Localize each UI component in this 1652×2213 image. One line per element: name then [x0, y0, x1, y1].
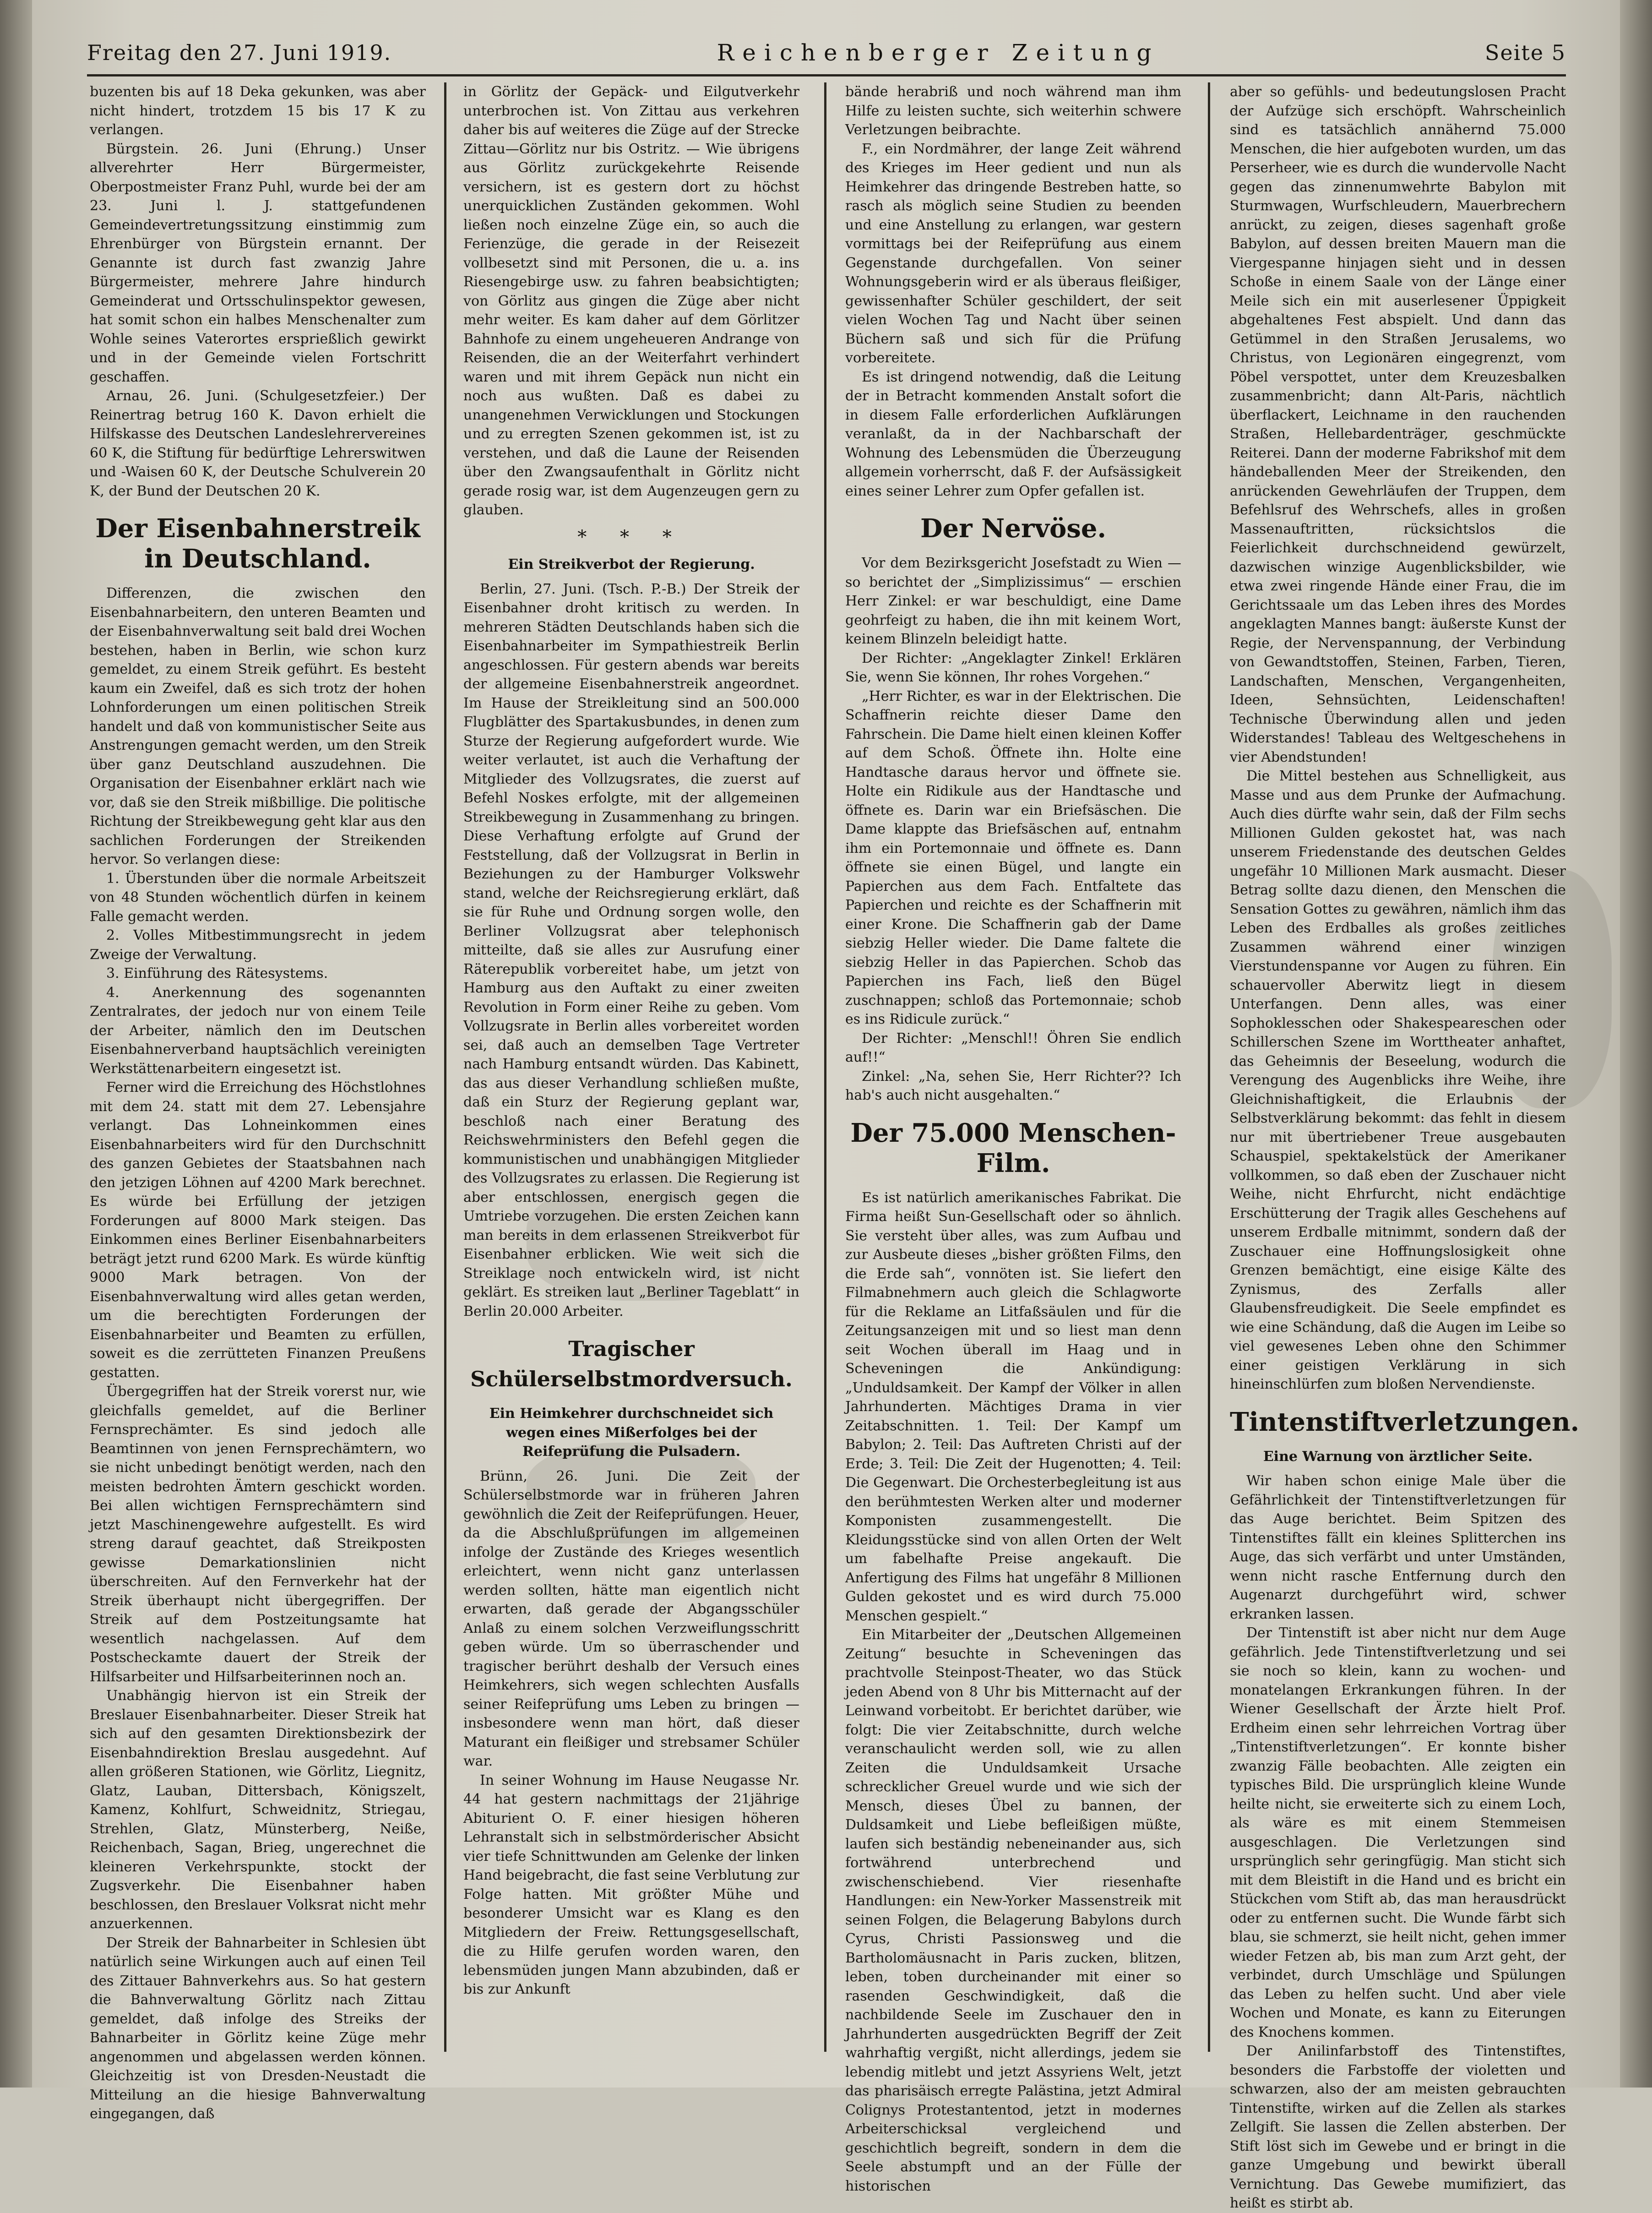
paragraph: 1. Überstunden über die normale Arbeitszeit von 48 Stunden wöchentlich dürfen in keinem Falle gemacht werden.	[90, 870, 426, 925]
title-line: in Deutschland.	[144, 544, 371, 574]
paragraph: Zinkel: „Na, sehen Sie, Herr Richter?? Ich hab's auch nicht ausgehalten.“	[845, 1068, 1181, 1103]
paragraph: Ferner wird die Erreichung des Höchstlohnes mit dem 24. statt mit dem 27. Lebensjahre verlangt. Das Lohneinkommen eines Eisenbahnarbeiters wird für den Durchschnitt des ganzen Gebietes der Staatsbahnen nach den jetzigen Löhnen auf 4200 Mark berechnet. Es würde bei Erfüllung der jetzigen Forderungen auf 8000 Mark steigen. Das Einkommen eines Berliner Eisenbahnarbeiters beträgt jetzt rund 6200 Mark. Es würde künftig 9000 Mark betragen. Von der Eisenbahnverwaltung wird alles getan werden, um die berechtigten Forderungen der Eisenbahnarbeiter und Beamten zu erfüllen, soweit es die zerrütteten Finanzen Preußens gestatten.	[90, 1079, 426, 1381]
header-page-label: Seite 5	[1484, 40, 1566, 65]
subheading: Ein Streikverbot der Regierung.	[508, 556, 755, 572]
header-rule	[87, 74, 1566, 76]
article-title-schuelerselbstmord: Tragischer Schülerselbstmordversuch.	[470, 1336, 793, 1391]
page-header	[87, 32, 1566, 73]
print-smudge	[527, 1182, 765, 1301]
column-2	[463, 82, 799, 2043]
header-date: Freitag den 27. Juni 1919.	[87, 40, 392, 65]
paragraph: Differenzen, die zwischen den Eisenbahnarbeitern, den unteren Beamten und der Eisenbahnverwaltung seit bald drei Wochen bestehen, haben in Berlin, wie schon kurz gemeldet, zu einem Streik geführt. Es besteht kaum ein Zweifel, daß es sich trotz der hohen Lohnforderungen um einen politischen Streik handelt und daß von kommunistischer Seite aus Anstrengungen gemacht werden, um den Streik über ganz Deutschland auszudehnen. Die Organisation der Eisenbahner erklärt nach wie vor, daß sie den Streik mißbillige. Die politische Richtung der Streikbewegung geht klar aus den sachlichen Forderungen der Streikenden hervor. So verlangen diese:	[90, 585, 426, 867]
print-smudge	[527, 1443, 755, 1543]
header-paper-name: Reichenberger Zeitung	[717, 39, 1160, 66]
print-smudge	[1493, 870, 1612, 1108]
subheading: Eine Warnung von ärztlicher Seite.	[1263, 1448, 1533, 1465]
scan-edge-right	[1620, 0, 1652, 2088]
paragraph: Vor dem Bezirksgericht Josefstadt zu Wien — so berichtet der „Simplizissimus“ — erschien Herr Zinkel: er war beschuldigt, eine Dame geohrfeigt zu haben, die ihn mit keinem Wort, keinem Blinzeln beleidigt hatte.	[845, 555, 1181, 647]
paragraph: 3. Einführung des Rätesystems.	[106, 965, 328, 981]
paragraph: Der Richter: „Angeklagter Zinkel! Erklären Sie, wenn Sie können, Ihr rohes Vorgehen.“	[845, 650, 1181, 685]
paragraph: F., ein Nordmährer, der lange Zeit während des Krieges im Heer gedient und nun als Heimkehrer das dringende Bestreben hatte, so rasch als möglich seine Studien zu beenden und eine Anstellung zu erlangen, war gestern vormittags bei der Reifeprüfung aus einem Gegenstande durchgefallen. Von seiner Wohnungsgeberin wird er als überaus fleißiger, gewissenhafter Schüler geschildert, der seit vielen Wochen Tag und Nacht über seinen Büchern saß und sich für die Prüfung vorbereitete.	[845, 141, 1181, 366]
paragraph: in Görlitz der Gepäck- und Eilgutverkehr unterbrochen ist. Von Zittau aus verkehren daher bis auf weiteres die Züge auf der Strecke Zittau—Görlitz nur bis Ostritz. — Wie übrigens aus Görlitz zurückgekehrte Reisende versichern, ist es gestern dort zu höchst unerquicklichen Zuständen gekommen. Wohl ließen noch einzelne Züge ein, so auch die Ferienzüge, die gerade in der Reisezeit vollbesetzt sind mit Personen, die u. a. ins Riesengebirge usw. zu fahren beabsichtigten; von Görlitz aus gingen die Züge aber nicht mehr weiter. Es kam daher auf dem Görlitzer Bahnhofe zu einem ungeheueren Andrange von Reisenden, die an der Weiterfahrt verhindert waren und mit ihrem Gepäck nun nicht ein noch aus wußten. Daß es dabei zu unangenehmen Verwicklungen und Stockungen und zu erregten Szenen gekommen ist, ist zu verstehen, und daß die Laune der Reisenden über den Zwangsaufenthalt in Görlitz nicht gerade rosig war, ist dem Augenzeugen gern zu glauben.	[463, 84, 799, 518]
paragraph: Ein Mitarbeiter der „Deutschen Allgemeinen Zeitung“ besuchte in Scheveningen das prachtvolle Steinpost-Theater, wo das Stück jeden Abend von 8 Uhr bis Mitternacht auf der Leinwand vorbeitobt. Er berichtet darüber, wie folgt: Die vier Zeitabschnitte, durch welche veranschaulicht werden soll, wie zu allen Zeiten die Unduldsamkeit Ursache schrecklicher Greuel wurde und wie sich der Mensch, dieses Übel zu bannen, der Duldsamkeit und Liebe befleißigen müßte, laufen sich beständig nebeneinander aus, sich fortwährend unterbrechend und zwischenschiebend. Vier riesenhafte Handlungen: ein New-Yorker Massenstreik mit seinen Folgen, die Belagerung Babylons durch Cyrus, Christi Passionsweg und die Bartholomäusnacht in Paris zucken, blitzen, leben, toben durcheinander mit einer so rasenden Geschwindigkeit, daß die nachbildende Seele im Zuschauer den in Jahrhunderten ausgedrückten Begriff der Zeit wahrhaftig vergißt, nicht allerdings, jedem sie lebendig mitlebt und jetzt Assyriens Welt, jetzt das pharisäisch erregte Palästina, jetzt Admiral Colignys Protestantentod, jetzt in modernes Arbeiterschicksal vergleichend und geschichtlich begreift, sondern in dem die Seele abstumpft und an der Fülle der historischen	[845, 1627, 1181, 2194]
column-divider	[824, 82, 826, 2052]
article-title-tintenstift: Tintenstiftverletzungen.	[1230, 1406, 1580, 1437]
column-3	[845, 82, 1181, 2194]
article-title-eisenbahnerstreik	[90, 513, 426, 574]
paragraph: Bürgstein. 26. Juni (Ehrung.) Unser allverehrter Herr Bürgermeister, Oberpostmeister Franz Puhl, wurde bei der am 23. Juni l. J. stattgefundenen Gemeindevertretungssitzung einstimmig zum Ehrenbürger von Bürgstein ernannt. Der Genannte ist durch fast zwanzig Jahre Bürgermeister, mehrere Jahre hindurch Gemeinderat und Ortsschulinspektor gewesen, hat somit schon ein halbes Menschenalter zum Wohle seines Vaterortes ersprießlich gewirkt und in der Gemeinde vielen Fortschritt geschaffen.	[90, 141, 426, 385]
paragraph: In seiner Wohnung im Hause Neugasse Nr. 44 hat gestern nachmittags der 21jährige Abiturient O. F. einer hiesigen höheren Lehranstalt sich in selbstmörderischer Absicht vier tiefe Schnittwunden am Gelenke der linken Hand beigebracht, die fast seine Verblutung zur Folge hatten. Mit größter Mühe und besonderer Umsicht war es Klang es den Mitgliedern der Freiw. Rettungsgesellschaft, die zu Hilfe gerufen worden waren, den lebensmüden jungen Mann abzubinden, daß er bis zur Ankunft	[463, 1772, 799, 1997]
paragraph: Der Tintenstift ist aber nicht nur dem Auge gefährlich. Jede Tintenstiftverletzung und sei sie noch so klein, kann zu wochen- und monatelangen Erkrankungen führen. In der Wiener Gesellschaft der Ärzte hielt Prof. Erdheim einen sehr lehrreichen Vortrag über „Tintenstiftverletzungen“. Er konnte bisher zwanzig Fälle beobachten. Alle zeigten ein typisches Bild. Die ursprünglich kleine Wunde heilte nicht, sie erweiterte sich zu einem Loch, als wäre es mit einem Stemmeisen ausgeschlagen. Die Verletzungen sind ursprünglich sehr geringfügig. Man sticht sich mit dem Bleistift in die Hand und es bricht ein Stückchen vom Stift ab, das man herausdrückt oder zu entfernen sucht. Die Wunde färbt sich blau, sie schmerzt, sie heilt nicht, gehen immer wieder Fetzen ab, bis man zum Arzt geht, der verbindet, durch Umschläge und Spülungen das Leben zu helfen sucht. Und aber viele Wochen und Monate, es kann zu Eiterungen des Knochens kommen.	[1230, 1625, 1566, 2040]
paragraph: Übergegriffen hat der Streik vorerst nur, wie gleichfalls gemeldet, auf die Berliner Fernsprechämter. Es sind jedoch alle Beamtinnen von jenen Fernsprechämtern, wo sie nicht unbedingt benötigt werden, nach den meisten bedrohten Ämtern geschickt worden. Bei allen wichtigen Fernsprechämtern sind jetzt Maschinengewehre aufgestellt. Es wird streng darauf geachtet, daß Streikposten gewisse Demarkationslinien nicht überschreiten. Auf den Fernverkehr hat der Streik überhaupt nicht übergegriffen. Der Streik auf dem Postzeitungsamte hat wesentlich nachgelassen. Auf dem Postscheckamte dauert der Streik der Hilfsarbeiter und Hilfsarbeiterinnen noch an.	[90, 1384, 426, 1685]
paragraph: Der Anilinfarbstoff des Tintenstiftes, besonders die Farbstoffe der violetten und schwarzen, also der am meisten gebrauchten Tintenstifte, wirken auf die Zellen als starkes Zellgift. Sie lassen die Zellen absterben. Der Stift löst sich im Gewebe und er bringt in die ganze Umgebung und bewirkt überall Vernichtung. Das Gewebe mumifiziert, das heißt es stirbt ab.	[1230, 2043, 1566, 2211]
column-1	[90, 82, 426, 2122]
column-divider	[1208, 82, 1210, 2052]
paragraph: 4. Anerkennung des sogenannten Zentralrates, der jedoch nur von einem Teile der Arbeiter, nämlich den im Deutschen Eisenbahnerverband hauptsächlich vereinigten Werkstättenarbeitern eingesetzt ist.	[90, 984, 426, 1077]
title-line: Der Eisenbahnerstreik	[95, 513, 420, 544]
paragraph: Berlin, 27. Juni. (Tsch. P.-B.) Der Streik der Eisenbahner droht kritisch zu werden. In mehreren Städten Deutschlands haben sich die Eisenbahnarbeiter im Sympathiestreik Berlin angeschlossen. Für gestern abends war bereits der allgemeine Eisenbahnerstreik angeordnet. Im Hause der Streikleitung sind an 500.000 Flugblätter des Spartakusbundes, in denen zum Sturze der Regierung aufgefordert wurde. Wie weiter verlautet, ist auch die Verhaftung der Mitglieder des Vollzugsrates, die zuerst auf Befehl Noskes erfolgte, mit der allgemeinen Streikbewegung in Zusammenhang zu bringen. Diese Verhaftung erfolgte auf Grund der Feststellung, daß der Vollzugsrat in Berlin in Beziehungen zu der Hamburger Volkswehr stand, welche der Reichsregierung erklärt, daß sie für Ruhe und Ordnung sorgen wolle, den Berliner Vollzugsrat aber telephonisch mitteilte, daß sie alles zur Ausrufung einer Räterepublik vorbereitet habe, um jetzt von Hamburg aus den Auftakt zu einer zweiten Revolution in Form einer Reihe zu geben. Vom Vollzugsrate in Berlin alles vorbereitet worden sei, daß auch an demselben Tage Vertreter nach Hamburg entsandt würden. Das Kabinett, das aus dieser Verhandlung schließen mußte, daß ein Sturz der Regierung geplant war, beschloß nach einer Beratung des Reichswehrministers den Befehl gegen die kommunistischen und unabhängigen Mitglieder des Vollzugsrates zu erlassen. Die Regierung ist aber entschlossen, energisch gegen die Umtriebe vorzugehen. Die ersten Zeichen kann man bereits in dem erlassenen Streikverbot für Eisenbahner erblicken. Wie weit sich die Streiklage noch entwickeln wird, ist nicht geklärt. Es streiken laut „Berliner Tageblatt“ in Berlin 20.000 Arbeiter.	[463, 581, 799, 1319]
paragraph: Es ist dringend notwendig, daß die Leitung der in Betracht kommenden Anstalt sofort die in diesem Falle erforderlichen Aufklärungen veranlaßt, da in der Nachbarschaft der Wohnung des Lebensmüden die Überzeugung allgemein vorherrscht, daß F. der Aufsässigkeit eines seiner Lehrer zum Opfer gefallen ist.	[845, 369, 1181, 499]
paragraph: Arnau, 26. Juni. (Schulgesetzfeier.) Der Reinertrag betrug 160 K. Davon erhielt die Hilfskasse des Deutschen Landeslehrervereines 60 K, die Stiftung für bedürftige Lehrerswitwen und -Waisen 60 K, der Deutsche Schulverein 20 K, der Bund der Deutschen 20 K.	[90, 388, 426, 499]
paragraph: bände herabriß und noch während man ihm Hilfe zu leisten suchte, sich weiterhin schwere Verletzungen beibrachte.	[845, 84, 1181, 138]
paragraph: Es ist natürlich amerikanisches Fabrikat. Die Firma heißt Sun-Gesellschaft oder so ähnlich. Sie versteht über alles, was zum Aufbau und zur Ausbeute dieses „bisher größten Films, den die Erde sah“, vonnöten ist. Sie liefert den Filmabnehmern auch gleich die Schlagworte für die Reklame an Litfaßsäulen und für die Zeitungsanzeigen mit und so liest man denn seit Wochen überall im Haag und in Scheveningen die Ankündigung: „Unduldsamkeit. Der Kampf der Völker in allen Jahrhunderten. Mächtiges Drama in vier Zeitabschnitten. 1. Teil: Der Kampf um Babylon; 2. Teil: Das Auftreten Christi auf der Erde; 3. Teil: Die Zeit der Hugenotten; 4. Teil: Die Gegenwart. Die Orchesterbegleitung ist aus den berühmtesten Werken alter und moderner Komponisten zusammengestellt. Die Kleidungsstücke sind von allen Orten der Welt um fabelhafte Preise angekauft. Die Anfertigung des Films hat ungefähr 8 Millionen Gulden gekostet und es wird durch 75.000 Menschen gespielt.“	[845, 1189, 1181, 1624]
paragraph: Wir haben schon einige Male über die Gefährlichkeit der Tintenstiftverletzungen für das Auge berichtet. Beim Spitzen des Tintenstiftes fällt ein kleines Splitterchen ins Auge, das sich verfärbt und unter Umständen, wenn nicht rasche Entfernung durch den Augenarzt durchgeführt wird, schwer erkranken lassen.	[1230, 1473, 1566, 1622]
article-title-der-nervoese: Der Nervöse.	[920, 513, 1107, 544]
paragraph: Unabhängig hiervon ist ein Streik der Breslauer Eisenbahnarbeiter. Dieser Streik hat sich auf den gesamten Direktionsbezirk der Eisenbahndirektion Breslau ausgedehnt. Auf allen größeren Stationen, wie Görlitz, Liegnitz, Glatz, Lauban, Dittersbach, Königszelt, Kamenz, Kohlfurt, Schweidnitz, Striegau, Strehlen, Glatz, Münsterberg, Neiße, Reichenbach, Sagan, Brieg, ungerechnet die kleineren Verkehrspunkte, stockt der Zugsverkehr. Die Eisenbahner haben beschlossen, den Breslauer Volksrat nicht mehr anzuerkennen.	[90, 1688, 426, 1932]
paragraph: buzenten bis auf 18 Deka gekunken, was aber nicht hindert, trotzdem 15 bis 17 K zu verlangen.	[90, 84, 426, 138]
section-separator: * * *	[577, 526, 685, 548]
article-title-menschen-film: Der 75.000 Menschen-Film.	[850, 1117, 1176, 1178]
paragraph: 2. Volles Mitbestimmungsrecht in jedem Zweige der Verwaltung.	[90, 927, 426, 963]
paragraph: Der Richter: „Menschl!! Öhren Sie endlich auf!!“	[845, 1030, 1181, 1065]
scan-edge-left	[0, 0, 32, 2088]
paragraph: „Herr Richter, es war in der Elektrischen. Die Schaffnerin reichte dieser Dame den Fahrschein. Die Dame hielt einen kleinen Koffer auf dem Schoß. Öffnete ihn. Holte eine Handtasche daraus hervor und öffnete sie. Holte ein Ridikule aus der Handtasche und öffnete es. Darin war ein Briefsäschen. Die Dame klappte das Briefsäschen auf, entnahm ihm ein Portemonnaie und öffnete es. Dann öffnete sie einen Bügel, und langte ein Papierchen aus dem Fach. Entfaltete das Papierchen und reichte es der Schaffnerin mit einer Krone. Die Schaffnerin gab der Dame siebzig Heller wieder. Die Dame faltete die siebzig Heller in das Papierchen. Schob das Papierchen ins Fach, ließ den Bügel zuschnappen; schloß das Portemonnaie; schob es ins Ridicule zurück.“	[845, 688, 1181, 1027]
subheading: Ein Heimkehrer durchschneidet sich wegen eines Mißerfolges bei der Reifeprüfung die Pulsadern.	[489, 1406, 774, 1460]
paragraph: aber so gefühls- und bedeutungslosen Pracht der Aufzüge sich erschöpft. Wahrscheinlich sind es tatsächlich annähernd 75.000 Menschen, die hier aufgeboten wurden, um das Perserheer, wie es durch die wundervolle Nacht gegen das zinnenumwehrte Babylon mit Sturmwagen, Wurfschleudern, Mauerbrechern anrückt, zu zeigen, dieses sagenhaft große Babylon, auf dessen breiten Mauern man die Viergespanne hinjagen sieht und in dessen Schoße in einem Saale von der Länge einer Meile sich ein mit auserlesener Üppigkeit abgehaltenes Fest abspielt. Und dann das Getümmel in den Straßen Jerusalems, wo Christus, von Legionären eingegrenzt, vom Pöbel verspottet, unter dem Kreuzesbalken zusammenbricht; dann Alt-Paris, nächtlich überflackert, Leichname in den rauchenden Straßen, Hellebardenträger, geschmückte Reiterei. Dann der moderne Fabrikshof mit dem händeballenden Meer der Streikenden, den anrückenden Gewehrläufen der Truppen, dem Befehlsruf des Wehrschefs, alles in großen Massenauftritten, rücksichtslos die Feierlichkeit durchschneidend gewürzelt, dazwischen winzige Augenblicksbilder, wie etwa zwei ringende Hände einer Frau, die im Gerichtssaale um das Leben ihres des Mordes angeklagten Mannes bangt: äußerste Kunst der Regie, der Nervenspannung, der Verbindung von Gewandtstoffen, Steinen, Farben, Tieren, Landschaften, Menschen, Vergangenheiten, Ideen, Sehnsüchten, Leidenschaften! Technische Überwindung allen und jeden Widerstandes! Tableau des Weltgeschehens in vier Abendstunden!	[1230, 84, 1566, 765]
column-divider	[444, 82, 446, 2052]
paragraph: Der Streik der Bahnarbeiter in Schlesien übt natürlich seine Wirkungen auch auf einen Teil des Zittauer Bahnverkehrs aus. So hat gestern die Bahnverwaltung Görlitz nach Zittau gemeldet, daß infolge des Streiks der Bahnarbeiter in Görlitz keine Züge mehr angenommen und abgelassen werden können. Gleichzeitig ist von Dresden-Neustadt die Mitteilung an die hiesige Bahnverwaltung eingegangen, daß	[90, 1935, 426, 2122]
paragraph: Die Mittel bestehen aus Schnelligkeit, aus Masse und aus dem Prunke der Aufmachung. Auch dies dürfte wahr sein, daß der Film sechs Millionen Gulden gekostet hat, was nach unserem Friedenstande des deutschen Geldes ungefähr 10 Millionen Mark ausmacht. Dieser Betrag sollte dazu dienen, den Menschen die Sensation Gottes zu gewähren, nämlich ihm das Leben des Erdballes als großes zeitliches Zusammen während einer winzigen Vierstundenspanne vor Augen zu führen. Ein schauervoller Aberwitz liegt in diesem Unterfangen. Denn alles, was einer Sophoklesschen oder Shakespeareschen oder Schillerschen Szene im Worttheater anhaftet, das Geheimnis der Beseelung, wodurch die Verengung des Augenblicks ihre Weihe, ihre Gleichnishaftigkeit, die Erlaubnis der Selbstverklärung bekommt: das fehlt in diesem nur mit übertriebener Treue ausgebauten Schauspiel, spektakelstück der Amerikaner vollkommen, so daß eben der Zuschauer nicht Weihe, nicht Ehrfurcht, nicht endächtige Erschütterung der Tragik alles Geschehens auf unserem Erdballe mitnimmt, sondern daß der Zuschauer eine Hoffnungslosigkeit ohne Grenzen bemächtigt, eine eisige Kälte des Zynismus, des Zerfalls aller Glaubensfreudigkeit. Die Seele empfindet es wie eine Schändung, daß die Augen im Leibe so viel gewesenes Leben ohne den Schimmer einer geistigen Verklärung in sich hineinschlürfen zum bloßen Nervendienste.	[1230, 768, 1566, 1392]
paragraph: Brünn, 26. Juni. Die Zeit der Schülerselbstmorde war in früheren Jahren gewöhnlich die Zeit der Reifeprüfungen. Heuer, da die Abschlußprüfungen im allgemeinen infolge der Zustände des Krieges wesentlich erleichtert, wenn nicht ganz unterlassen werden sollten, hätte man eigentlich nicht erwarten, daß gerade der Abgangsschüler Anlaß zu einem solchen Verzweiflungsschritt geben würde. Um so überraschender und tragischer berührt deshalb der Versuch eines Heimkehrers, sich wegen schlechten Ausfalls seiner Reifeprüfung ums Leben zu bringen — insbesondere wenn man hört, daß dieser Maturant ein fleißiger und strebsamer Schüler war.	[463, 1468, 799, 1769]
